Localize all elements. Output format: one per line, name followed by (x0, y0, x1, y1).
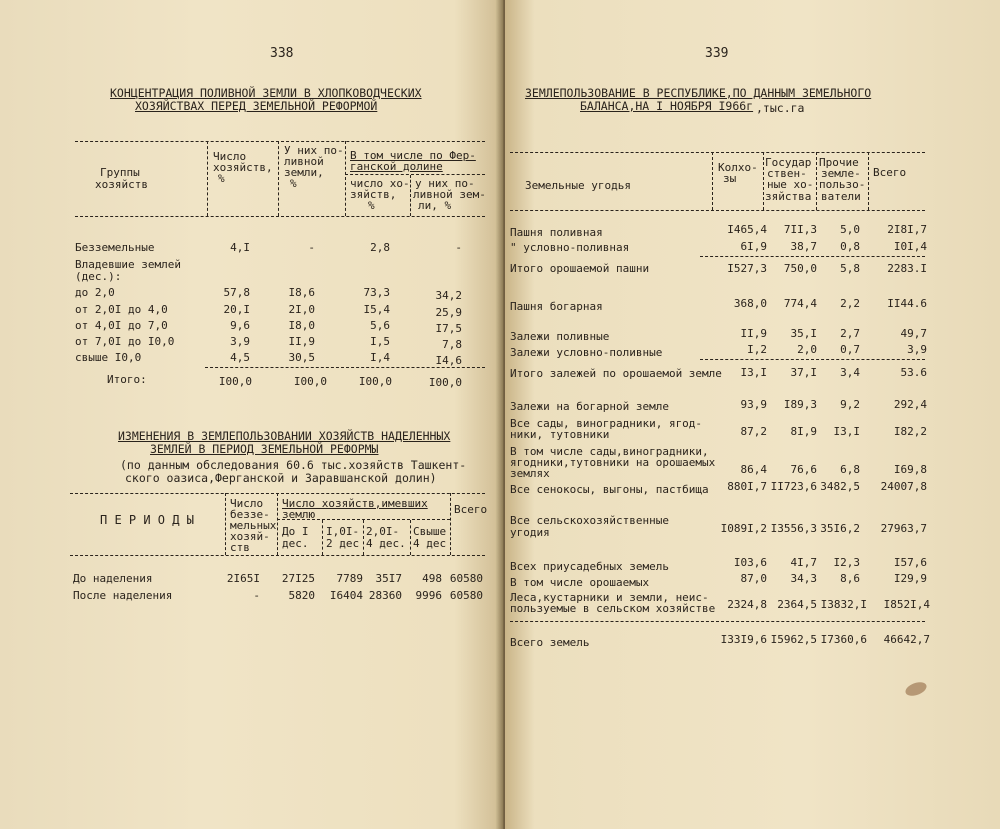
table1-header-irrigated: ливной (284, 155, 324, 168)
cell: 60580 (449, 572, 483, 585)
table2-col-divider (363, 520, 364, 555)
table3-col-divider (868, 152, 869, 210)
cell: 3482,5 (820, 480, 860, 493)
cell: 2I,0 (288, 303, 315, 316)
cell: 93,9 (740, 398, 767, 411)
table1-header-sub-irrigated: ли, % (418, 199, 452, 212)
cell: I3,I (833, 425, 860, 438)
row-label: Залежи поливные (510, 330, 610, 343)
cell: 53.6 (900, 366, 927, 379)
table1-header-irrigated: У них по- (284, 144, 344, 157)
cell: I57,6 (893, 556, 927, 569)
table3-subtotal-rule (700, 256, 925, 257)
cell: II723,6 (770, 480, 817, 493)
table1-header-count: % (218, 172, 225, 185)
row-label: от 4,0I до 7,0 (75, 319, 168, 332)
table1-header-sub-count: зяйств, (350, 188, 397, 201)
cell: 35I7 (375, 572, 402, 585)
row-label: Итого залежей по орошаемой земле (510, 367, 722, 380)
cell: 28360 (368, 589, 402, 602)
cell: 27963,7 (880, 522, 927, 535)
cell: I0I,4 (893, 240, 927, 253)
cell: I82,2 (893, 425, 927, 438)
table1-subheader-rule (345, 174, 485, 175)
table1-header-groups: хозяйств (95, 178, 148, 191)
row-label: Итого: (107, 373, 147, 386)
cell: 2,8 (370, 241, 390, 254)
cell: 25,9 (435, 306, 462, 319)
cell: 34,3 (790, 572, 817, 585)
cell: - (253, 589, 260, 602)
row-label: Залежи на богарной земле (510, 400, 669, 413)
row-label: (дес.): (75, 270, 122, 283)
row-label: Всех приусадебных земель (510, 560, 669, 573)
table3-header-total: Всего (873, 166, 907, 179)
table3-col-divider (763, 152, 764, 210)
table3-col-divider (712, 152, 713, 210)
table2-header-c3: 4 дес. (366, 537, 406, 550)
table3-header-other: Прочие (819, 156, 859, 169)
row-label: Все сенокосы, выгоны, пастбища (510, 483, 709, 496)
right-page (505, 0, 1000, 829)
cell: 5,6 (370, 319, 390, 332)
cell: 2324,8 (727, 598, 767, 611)
table1-header-irrigated: земли, (284, 166, 324, 179)
cell: I089I,2 (720, 522, 767, 535)
table1-total-rule (205, 367, 485, 368)
cell: 5,0 (840, 223, 860, 236)
cell: I00,0 (293, 375, 327, 388)
cell: I7360,6 (820, 633, 867, 646)
cell: 2I8I,7 (887, 223, 927, 236)
table3-header-rule (510, 210, 925, 211)
table2-header-landless: ств (230, 541, 250, 554)
row-label: До наделения (73, 572, 153, 585)
row-label: ягодники,тутовники на орошаемых (510, 456, 716, 469)
table2-col-divider (322, 520, 323, 555)
row-label: " условно-поливная (510, 241, 630, 254)
cell: 35I6,2 (820, 522, 860, 535)
table3-total-rule (510, 621, 925, 622)
cell: I527,3 (727, 262, 767, 275)
row-label: Пашня богарная (510, 300, 603, 313)
table3-header-state: ствен- (767, 167, 807, 180)
row-label: землях (510, 467, 550, 480)
cell: 2364,5 (777, 598, 817, 611)
table3-header-kolkhoz: Колхо- (718, 161, 758, 174)
cell: 292,4 (893, 398, 927, 411)
table2-header-c1: До I (282, 525, 309, 538)
table3-top-rule (510, 152, 925, 153)
cell: 6,8 (840, 463, 860, 476)
cell: I852I,4 (883, 598, 930, 611)
cell: 87,2 (740, 425, 767, 438)
table1-col-divider (345, 141, 346, 216)
row-label: до 2,0 (75, 286, 115, 299)
page-number-339: 339 (705, 46, 729, 61)
row-label: В том числе орошаемых (510, 576, 650, 589)
cell: 57,8 (223, 286, 250, 299)
cell: II,9 (740, 327, 767, 340)
cell: I03,6 (733, 556, 767, 569)
table1-header-fergana: ганской долине (350, 160, 443, 173)
table3-header-state: зяйства (765, 190, 812, 203)
row-label: Владевшие землей (75, 258, 181, 271)
table1-col-divider (278, 141, 279, 216)
row-label: от 7,0I до I0,0 (75, 335, 175, 348)
table3-header-land: Земельные угодья (525, 179, 631, 192)
cell: 9996 (415, 589, 442, 602)
row-label: ники, тутовники (510, 428, 610, 441)
cell: 34,2 (435, 289, 462, 302)
cell: 24007,8 (880, 480, 927, 493)
table2-header-landless: хозяй- (230, 530, 270, 543)
table3-header-state: ные хо- (767, 178, 814, 191)
cell: 880I,7 (727, 480, 767, 493)
table1-header-sub-irrigated: ливной зем- (413, 188, 486, 201)
cell: 3,9 (230, 335, 250, 348)
row-label: Залежи условно-поливные (510, 346, 663, 359)
table2-col-divider (277, 493, 278, 555)
row-label: Пашня поливная (510, 226, 603, 239)
cell: 2,0 (797, 343, 817, 356)
cell: 368,0 (733, 297, 767, 310)
table2-col-divider (450, 493, 451, 555)
cell: II,9 (288, 335, 315, 348)
table1-title-line-2: ХОЗЯЙСТВАХ ПЕРЕД ЗЕМЕЛЬНОЙ РЕФОРМОЙ (135, 99, 378, 113)
cell: I4,6 (435, 354, 462, 367)
table2-header-having: землю (282, 508, 316, 521)
table1-header-sub-count: % (368, 199, 375, 212)
cell: 86,4 (740, 463, 767, 476)
cell: I,4 (370, 351, 390, 364)
row-label: Все сады, виноградники, ягод- (510, 417, 703, 430)
cell: 774,4 (783, 297, 817, 310)
cell: I,2 (747, 343, 767, 356)
cell: 76,6 (790, 463, 817, 476)
table2-subtitle-line-1: (по данным обследования 60.6 тыс.хозяйств Ташкент- (120, 458, 467, 472)
table2-header-c1: дес. (282, 537, 309, 550)
cell: I465,4 (727, 223, 767, 236)
table2-header-c2: I,0I- (326, 525, 360, 538)
cell: I5962,5 (770, 633, 817, 646)
cell: 7789 (336, 572, 363, 585)
cell: 6I,9 (740, 240, 767, 253)
cell: 87,0 (740, 572, 767, 585)
table2-title-line-2: ЗЕМЛЕЙ В ПЕРИОД ЗЕМЕЛЬНОЙ РЕФОРМЫ (150, 442, 379, 456)
cell: 750,0 (783, 262, 817, 275)
cell: 3,9 (907, 343, 927, 356)
row-label: После наделения (73, 589, 173, 602)
table2-header-c3: 2,0I- (366, 525, 400, 538)
cell: I2,3 (833, 556, 860, 569)
table3-header-other: земле- (821, 167, 861, 180)
cell: II44.6 (887, 297, 927, 310)
table2-header-c4: 4 дес (413, 537, 447, 550)
table2-header-total: Всего (454, 503, 488, 516)
cell: 38,7 (790, 240, 817, 253)
table1-col-divider (410, 175, 411, 216)
table2-header-c4: Свыше (413, 525, 447, 538)
table3-header-other: пользо- (819, 178, 866, 191)
cell: I7,5 (435, 322, 462, 335)
cell: 0,8 (840, 240, 860, 253)
table2-title-line-1: ИЗМЕНЕНИЯ В ЗЕМЛЕПОЛЬЗОВАНИИ ХОЗЯЙСТВ НАДЕЛЕННЫХ (118, 429, 451, 443)
table2-header-having: Число хозяйств,имевших (282, 497, 428, 510)
page-number-338: 338 (270, 46, 294, 61)
cell: 498 (422, 572, 442, 585)
cell: I3832,I (820, 598, 867, 611)
table3-subtotal-rule (700, 359, 925, 360)
cell: - (455, 241, 462, 254)
table2-header-periods: П Е Р И О Д Ы (100, 513, 194, 527)
cell: 2I65I (226, 572, 260, 585)
cell: I33I9,6 (720, 633, 767, 646)
table1-header-irrigated: % (290, 177, 297, 190)
table3-title-unit: ,тыс.га (756, 101, 805, 115)
table3-col-divider (816, 152, 817, 210)
row-label: от 2,0I до 4,0 (75, 303, 168, 316)
row-label: угодия (510, 526, 550, 539)
cell: 7,8 (442, 338, 462, 351)
row-label: Безземельные (75, 241, 155, 254)
cell: 5,8 (840, 262, 860, 275)
table1-title-line-1: КОНЦЕНТРАЦИЯ ПОЛИВНОЙ ЗЕМЛИ В ХЛОПКОВОДЧЕСКИХ (110, 86, 422, 100)
cell: 8I,9 (790, 425, 817, 438)
table1-header-rule (75, 216, 485, 217)
cell: 46642,7 (883, 633, 930, 646)
cell: 30,5 (288, 351, 315, 364)
cell: I3,I (740, 366, 767, 379)
cell: 3,4 (840, 366, 860, 379)
cell: 49,7 (900, 327, 927, 340)
table2-header-c2: 2 дес (326, 537, 360, 550)
row-label: Итого орошаемой пашни (510, 262, 650, 275)
table2-header-landless: мельных (230, 519, 277, 532)
cell: 2,2 (840, 297, 860, 310)
table1-header-groups: Группы (100, 166, 140, 179)
row-label: Всего земель (510, 636, 590, 649)
cell: 2283.I (887, 262, 927, 275)
table1-top-rule (75, 141, 485, 142)
cell: 5820 (288, 589, 315, 602)
cell: 4,5 (230, 351, 250, 364)
cell: I69,8 (893, 463, 927, 476)
table2-header-landless: беззе- (230, 508, 270, 521)
cell: I29,9 (893, 572, 927, 585)
table1-header-count: Число (213, 150, 247, 163)
cell: 9,2 (840, 398, 860, 411)
cell: I6404 (329, 589, 363, 602)
cell: 4,I (230, 241, 250, 254)
table2-subtitle-line-2: ского оазиса,Ферганской и Заравшанской долин) (125, 471, 437, 485)
table1-header-sub-count: число хо- (350, 177, 410, 190)
row-label: пользуемые в сельском хозяйстве (510, 602, 716, 615)
cell: 4I,7 (790, 556, 817, 569)
table3-header-state: Государ (765, 156, 812, 169)
table1-header-sub-irrigated: у них по- (415, 177, 475, 190)
cell: I,5 (370, 335, 390, 348)
cell: 60580 (449, 589, 483, 602)
cell: 37,I (790, 366, 817, 379)
cell: I8,0 (288, 319, 315, 332)
table3-header-kolkhoz: зы (723, 172, 737, 185)
table3-title-line-2: БАЛАНСА,НА I НОЯБРЯ I966г (580, 99, 754, 113)
cell: 7II,3 (783, 223, 817, 236)
table2-header-landless: Число (230, 497, 264, 510)
row-label: Леса,кустарники и земли, неис- (510, 591, 709, 604)
table3-header-other: ватели (821, 190, 861, 203)
cell: 0,7 (840, 343, 860, 356)
cell: I89,3 (783, 398, 817, 411)
cell: I5,4 (363, 303, 390, 316)
row-label: Все сельскохозяйственные (510, 514, 669, 527)
table2-col-divider (410, 520, 411, 555)
table3-title-line-1: ЗЕМЛЕПОЛЬЗОВАНИЕ В РЕСПУБЛИКЕ,ПО ДАННЫМ ЗЕМЕЛЬНОГО (525, 86, 872, 100)
cell: 73,3 (363, 286, 390, 299)
cell: 20,I (223, 303, 250, 316)
row-label: В том числе сады,виноградники, (510, 445, 709, 458)
cell: 27I25 (281, 572, 315, 585)
cell: 2,7 (840, 327, 860, 340)
row-label: свыше I0,0 (75, 351, 142, 364)
cell: I3556,3 (770, 522, 817, 535)
cell: I00,0 (428, 376, 462, 389)
table1-header-count: хозяйств, (213, 161, 273, 174)
table2-col-divider (225, 493, 226, 555)
table1-header-fergana: В том числе по Фер- (350, 149, 476, 162)
cell: 9,6 (230, 319, 250, 332)
cell: I00,0 (358, 375, 392, 388)
cell: - (308, 241, 315, 254)
cell: I8,6 (288, 286, 315, 299)
table2-header-rule (70, 555, 485, 556)
cell: 35,I (790, 327, 817, 340)
cell: 8,6 (840, 572, 860, 585)
table1-col-divider (207, 141, 208, 216)
cell: I00,0 (218, 375, 252, 388)
